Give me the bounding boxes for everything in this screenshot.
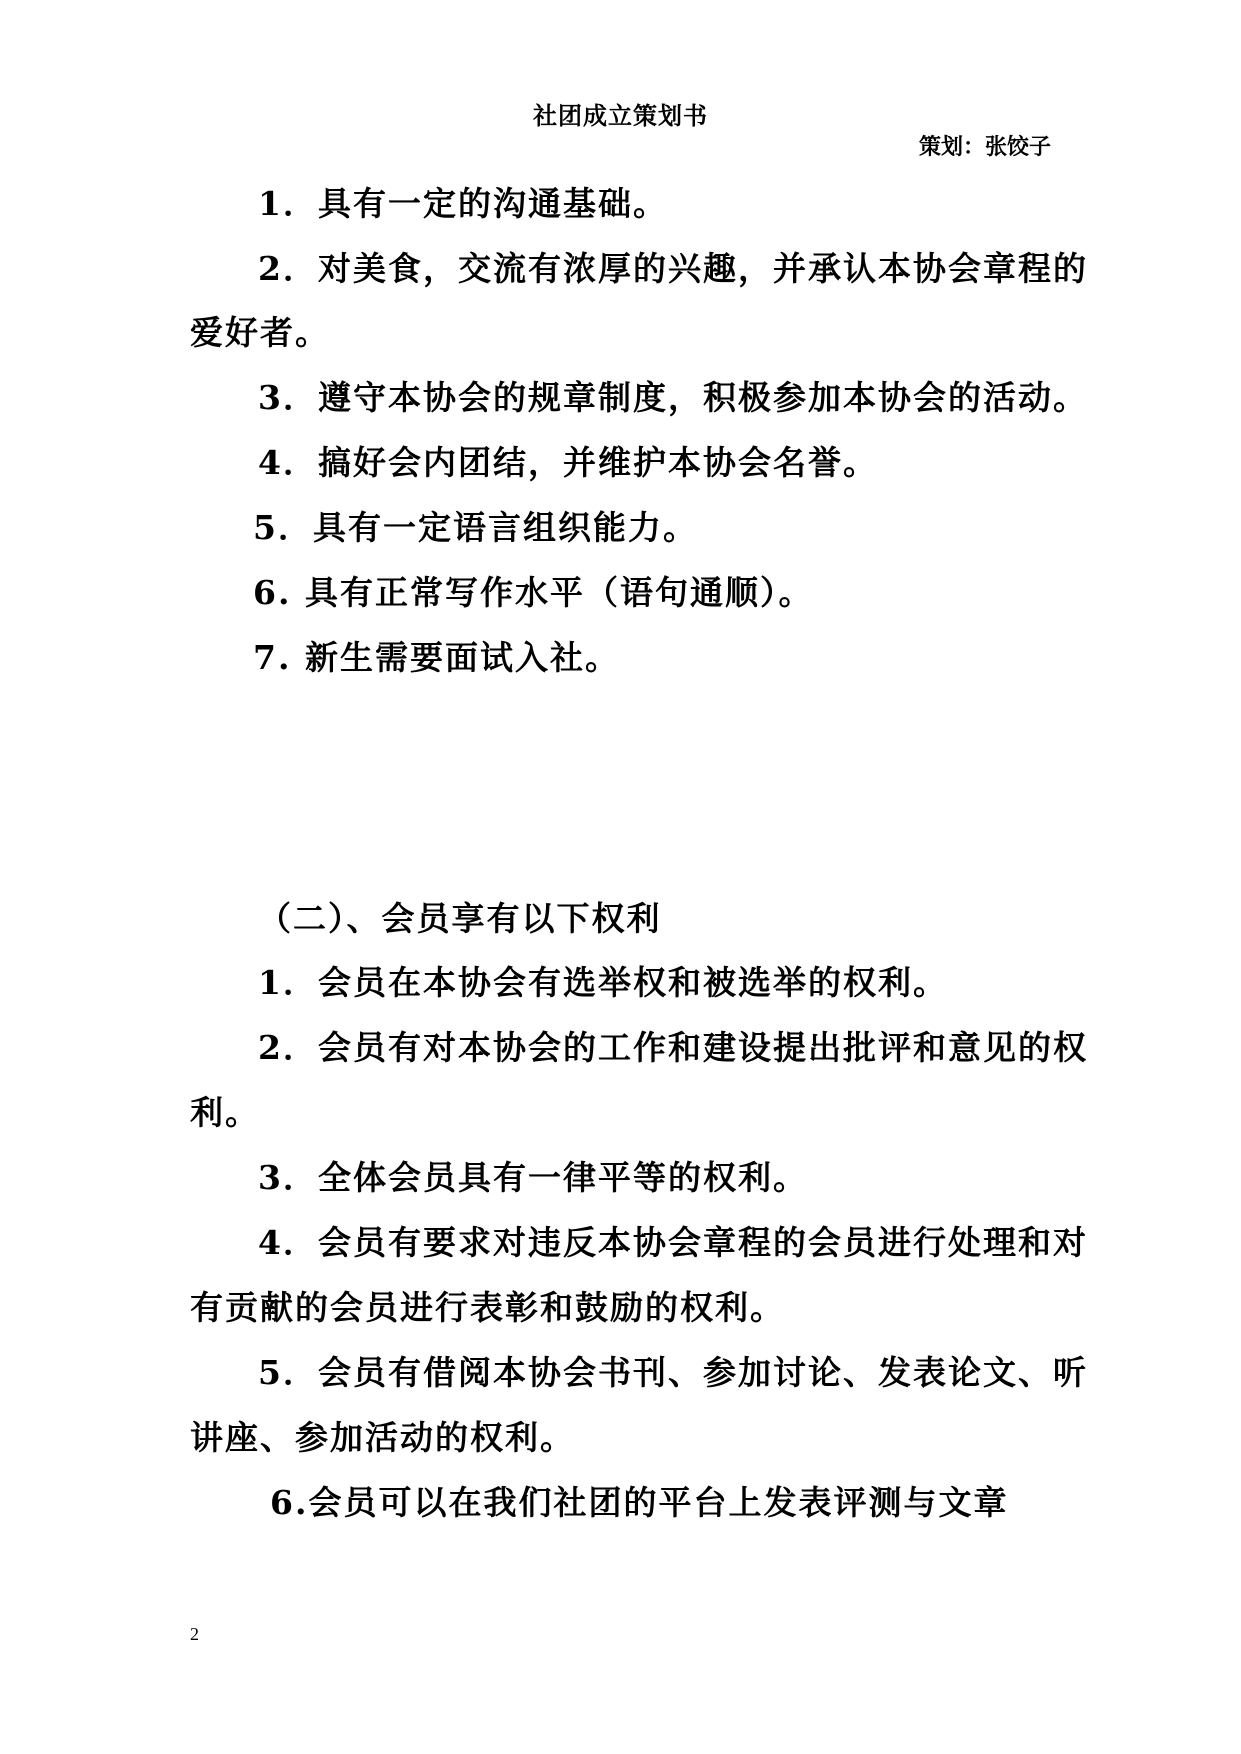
rights-item-1: 1．会员在本协会有选举权和被选举的权利。 [258, 963, 948, 1002]
header-author: 策划：张饺子 [918, 134, 1051, 160]
requirement-item-5: 5．具有一定语言组织能力。 [253, 508, 698, 547]
rights-item-4-continued: 有贡献的会员进行表彰和鼓励的权利。 [190, 1288, 785, 1327]
rights-item-3: 3．全体会员具有一律平等的权利。 [258, 1158, 808, 1197]
requirement-item-2-continued: 爱好者。 [190, 313, 330, 352]
rights-item-4: 4．会员有要求对违反本协会章程的会员进行处理和对 [258, 1223, 1088, 1262]
header-title: 社团成立策划书 [533, 101, 708, 130]
requirement-item-2: 2．对美食，交流有浓厚的兴趣，并承认本协会章程的 [258, 249, 1088, 288]
rights-item-6: 6.会员可以在我们社团的平台上发表评测与文章 [270, 1483, 1009, 1522]
rights-item-2: 2．会员有对本协会的工作和建设提出批评和意见的权 [258, 1028, 1088, 1067]
rights-heading: （二）、会员享有以下权利 [258, 899, 662, 938]
requirement-item-3: 3．遵守本协会的规章制度，积极参加本协会的活动。 [258, 378, 1088, 417]
requirement-item-4: 4．搞好会内团结，并维护本协会名誉。 [258, 443, 878, 482]
requirement-item-7: 7. 新生需要面试入社。 [253, 638, 620, 677]
requirement-item-6: 6. 具有正常写作水平（语句通顺）。 [253, 573, 814, 612]
rights-item-2-continued: 利。 [190, 1093, 260, 1132]
requirement-item-1: 1．具有一定的沟通基础。 [258, 184, 668, 223]
rights-item-5-continued: 讲座、参加活动的权利。 [190, 1418, 575, 1457]
page-number: 2 [190, 1624, 199, 1644]
rights-item-5: 5．会员有借阅本协会书刊、参加讨论、发表论文、听 [258, 1353, 1088, 1392]
